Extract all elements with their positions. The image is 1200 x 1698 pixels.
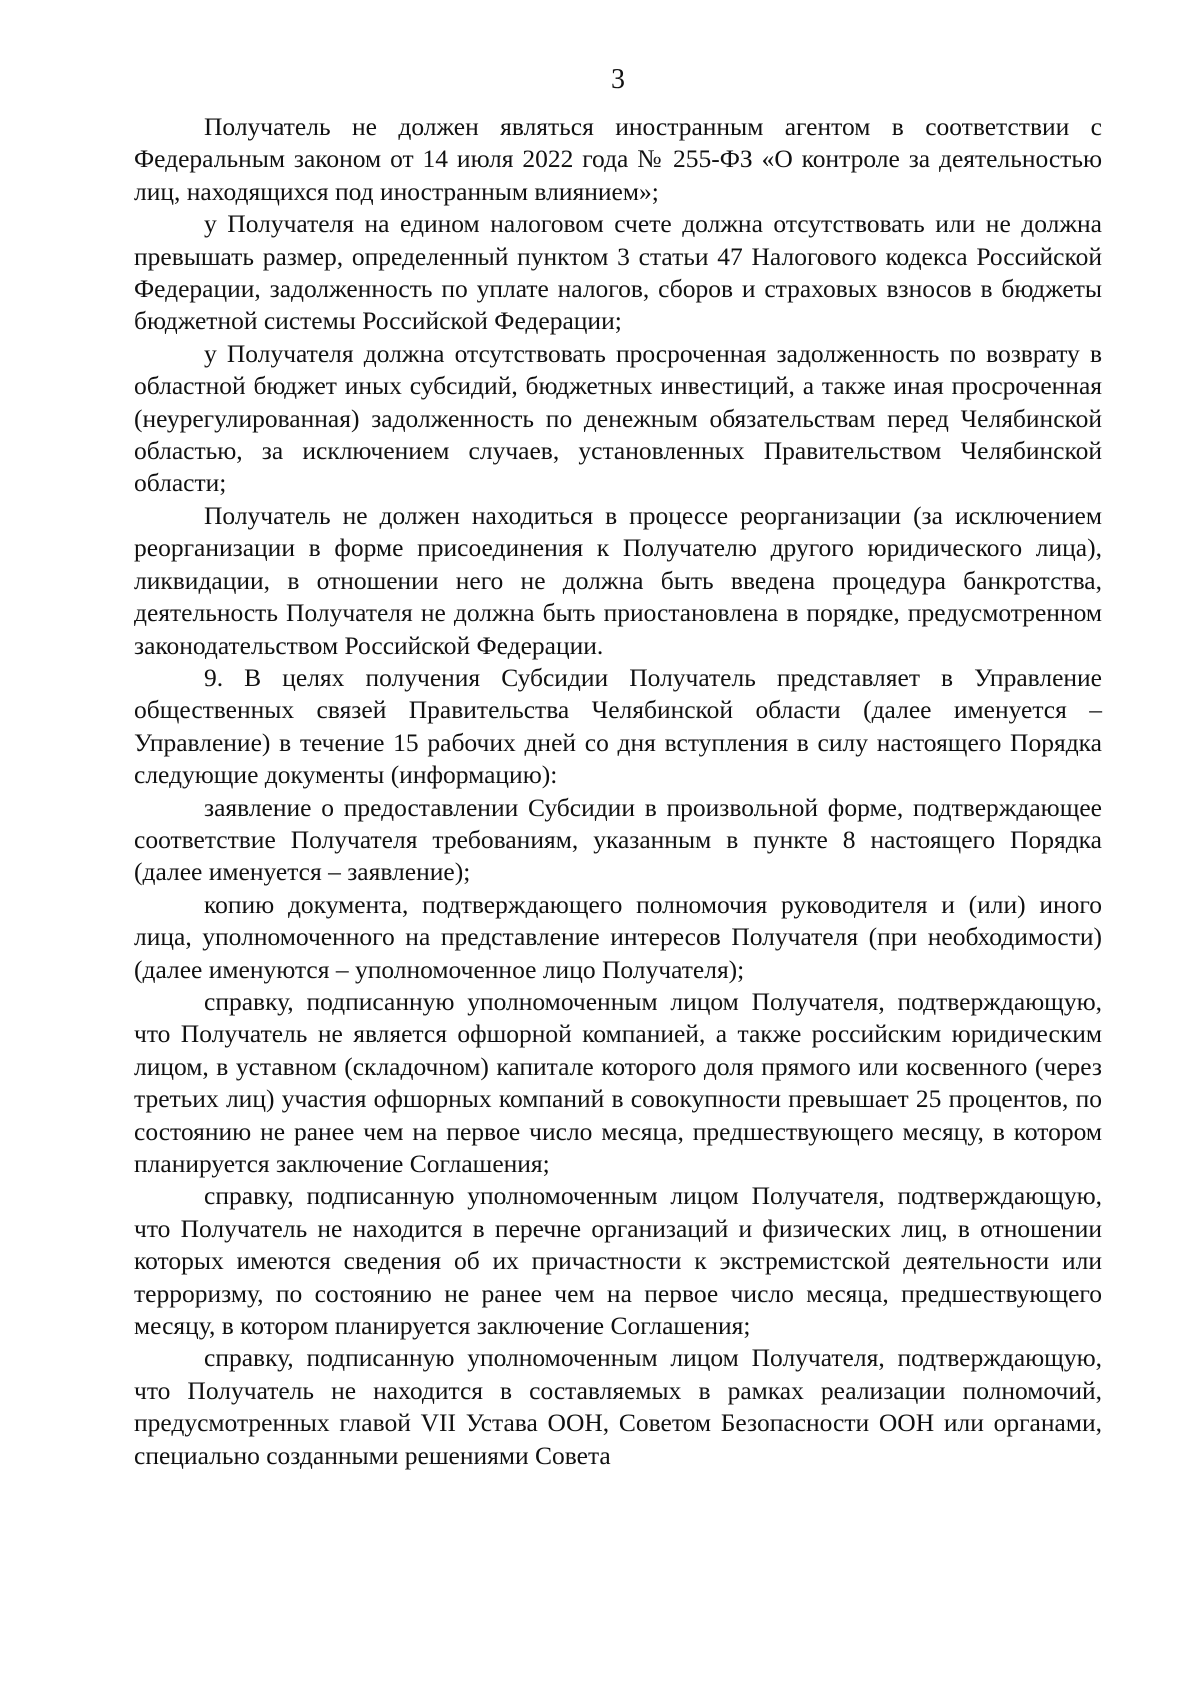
- paragraph-reorganization: Получатель не должен находиться в процессе реорганизации (за исключением реорганизации в форме присоединения к Получателю другого юридического лица), ликвидации, в отношении него не должна быть введена процедура банкротства, деятельность Получателя не должна быть приостановлена в порядке, предусмотренном законодательством Российской Федерации.: [134, 500, 1102, 660]
- page-number: 3: [611, 64, 625, 95]
- paragraph-clause-9: 9. В целях получения Субсидии Получатель представляет в Управление общественных связей Правительства Челябинской области (далее именуется – Управление) в течение 15 рабочих дней со дня вступления в силу настоящего Порядка следующие документы (информацию):: [134, 662, 1102, 790]
- paragraph-authority-copy: копию документа, подтверждающего полномочия руководителя и (или) иного лица, уполномоченного на представление интересов Получателя (при необходимости) (далее именуются – уполномоченное лицо Получателя);: [134, 889, 1102, 984]
- document-body: [134, 111, 1102, 1472]
- paragraph-tax-debt: у Получателя на едином налоговом счете должна отсутствовать или не должна превышать размер, определенный пунктом 3 статьи 47 Налогового кодекса Российской Федерации, задолженность по уплате налогов, сборов и страховых взносов в бюджеты бюджетной системы Российской Федерации;: [134, 209, 1102, 336]
- paragraph-foreign-agent: Получатель не должен являться иностранным агентом в соответствии с Федеральным законом от 14 июля 2022 года № 255-ФЗ «О контроле за деятельностью лиц, находящихся под иностранным влиянием»;: [134, 112, 1102, 206]
- paragraph-application: заявление о предоставлении Субсидии в произвольной форме, подтверждающее соответствие Получателя требованиям, указанным в пункте 8 настоящего Порядка (далее именуется – заявление);: [134, 792, 1102, 887]
- paragraph-un-certificate: справку, подписанную уполномоченным лицом Получателя, подтверждающую, что Получатель не находится в составляемых в рамках реализации полномочий, предусмотренных главой VII Устава ООН, Советом Безопасности ООН или органами, специально созданными решениями Совета: [134, 1343, 1102, 1470]
- paragraph-offshore-certificate: справку, подписанную уполномоченным лицом Получателя, подтверждающую, что Получатель не является офшорной компанией, а также российским юридическим лицом, в уставном (складочном) капитале которого доля прямого или косвенного (через третьих лиц) участия офшорных компаний в совокупности превышает 25 процентов, по состоянию не ранее чем на первое число месяца, предшествующего месяцу, в котором планируется заключение Соглашения;: [134, 986, 1102, 1178]
- paragraph-overdue-debt: у Получателя должна отсутствовать просроченная задолженность по возврату в областной бюджет иных субсидий, бюджетных инвестиций, а также иная просроченная (неурегулированная) задолженность по денежным обязательствам перед Челябинской областью, за исключением случаев, установленных Правительством Челябинской области;: [134, 338, 1102, 498]
- paragraph-extremism-certificate: справку, подписанную уполномоченным лицом Получателя, подтверждающую, что Получатель не находится в перечне организаций и физических лиц, в отношении которых имеются сведения об их причастности к экстремистской деятельности или терроризму, по состоянию не ранее чем на первое число месяца, предшествующего месяцу, в котором планируется заключение Соглашения;: [134, 1181, 1102, 1341]
